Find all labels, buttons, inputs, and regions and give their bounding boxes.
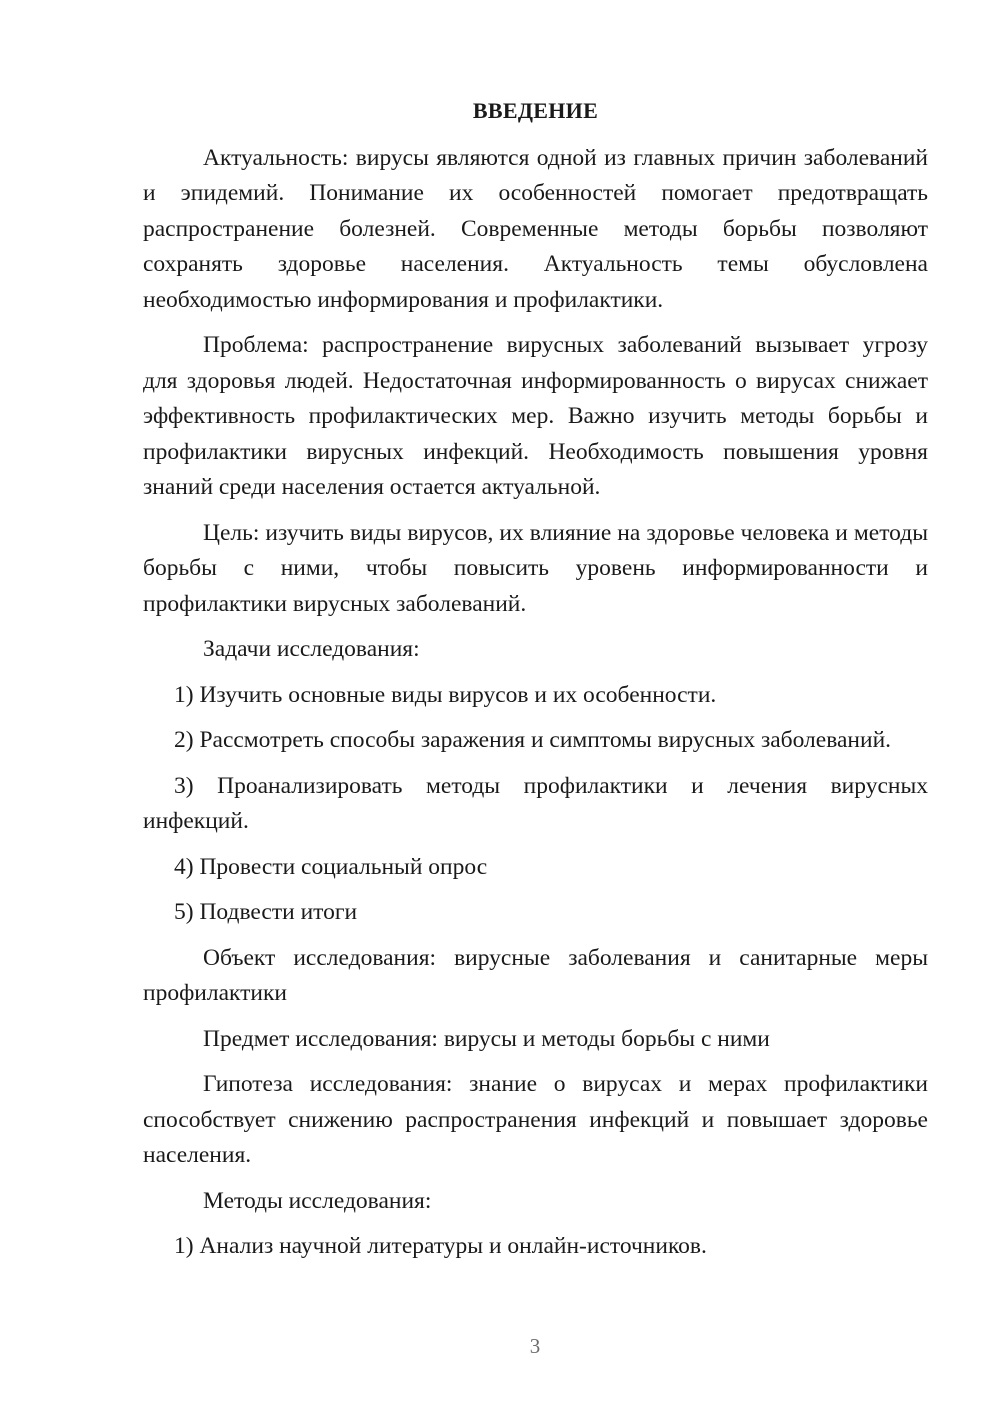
paragraph-goal: Цель: изучить виды вирусов, их влияние на здоровье человека и методы борьбы с ними, чтобы повысить уровень информированности и профилактики вирусных заболеваний. bbox=[143, 519, 928, 617]
paragraph-problem: Проблема: распространение вирусных заболеваний вызывает угрозу для здоровья людей. Недостаточная информированность о вирусах снижает эффективность профилактических мер. Важно изучить методы борьбы и профилактики вирусных инфекций. Необходимость повышения уровня знаний среди населения остается актуальной. bbox=[143, 332, 928, 500]
paragraph-relevance: Актуальность: вирусы являются одной из главных причин заболеваний и эпидемий. Понимание их особенностей помогает предотвращать распространение болезней. Современные методы борьбы позволяют сохранять здоровье населения. Актуальность темы обусловлена необходимостью информирования и профилактики. bbox=[143, 144, 928, 313]
paragraph-hypothesis: Гипотеза исследования: знание о вирусах и мерах профилактики способствует снижению распространения инфекций и повышает здоровье населения. bbox=[143, 1071, 928, 1168]
task-item-5: 5) Подвести итоги bbox=[174, 899, 358, 925]
tasks-heading: Задачи исследования: bbox=[203, 636, 420, 662]
method-item-1: 1) Анализ научной литературы и онлайн-источников. bbox=[174, 1233, 707, 1259]
paragraph-object: Объект исследования: вирусные заболевания и санитарные меры профилактики bbox=[143, 944, 928, 1006]
paragraph-subject: Предмет исследования: вирусы и методы борьбы с ними bbox=[203, 1025, 770, 1052]
task-item-2: 2) Рассмотреть способы заражения и симптомы вирусных заболеваний. bbox=[174, 727, 892, 753]
methods-heading: Методы исследования: bbox=[203, 1187, 432, 1214]
page-number: 3 bbox=[529, 1334, 541, 1358]
task-item-1: 1) Изучить основные виды вирусов и их особенности. bbox=[174, 681, 717, 708]
page-body bbox=[143, 93, 928, 1275]
task-item-3: 3) Проанализировать методы профилактики и лечения вирусных инфекций. bbox=[143, 772, 928, 834]
page-title: ВВЕДЕНИЕ bbox=[472, 98, 599, 123]
task-item-4: 4) Провести социальный опрос bbox=[174, 853, 488, 880]
